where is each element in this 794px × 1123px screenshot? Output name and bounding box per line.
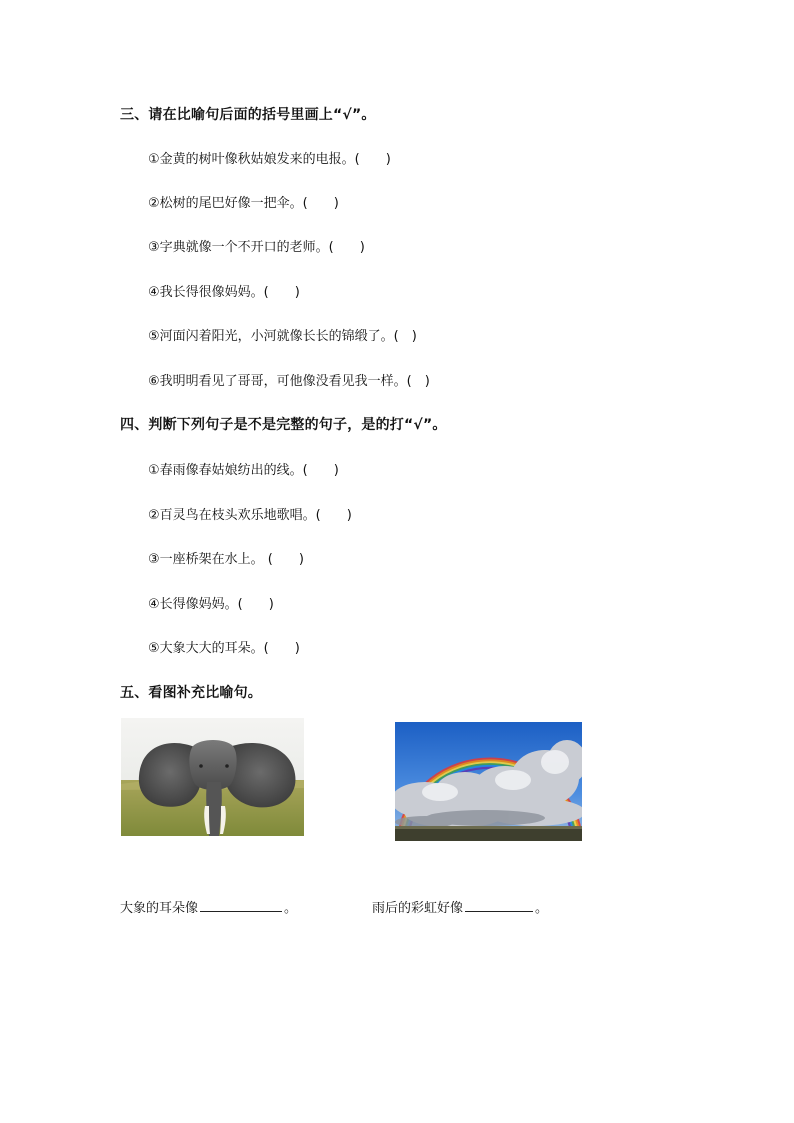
elephant-image: [121, 718, 304, 836]
section3-item-4: ④我长得很像妈妈。( ): [148, 285, 300, 300]
elephant-prompt-end: 。: [284, 901, 298, 916]
section3-item-3: ③字典就像一个不开口的老师。( ): [148, 240, 365, 255]
elephant-answer-blank[interactable]: [200, 899, 282, 912]
rainbow-prompt-text: 雨后的彩虹好像: [372, 901, 464, 916]
elephant-prompt: [120, 897, 297, 916]
section4-item-5: ⑤大象大大的耳朵。( ): [148, 641, 300, 656]
section4-item-2: ②百灵鸟在枝头欢乐地歌唱。( ): [148, 508, 352, 523]
section4-title: 四、判断下列句子是不是完整的句子，是的打“√”。: [120, 417, 447, 433]
section4-item-3: ③一座桥架在水上。 ( ): [148, 552, 304, 567]
section4-item-4: ④长得像妈妈。( ): [148, 597, 274, 612]
section3-title: 三、请在比喻句后面的括号里画上“√”。: [120, 107, 376, 123]
section3-item-6: ⑥我明明看见了哥哥，可他像没看见我一样。( ): [148, 374, 430, 389]
section3-item-2: ②松树的尾巴好像一把伞。( ): [148, 196, 339, 211]
elephant-prompt-text: 大象的耳朵像: [120, 901, 199, 916]
section4-item-1: ①春雨像春姑娘纺出的线。( ): [148, 463, 339, 478]
rainbow-prompt-end: 。: [535, 901, 549, 916]
rainbow-prompt: [372, 897, 548, 916]
rainbow-image: [395, 722, 582, 841]
rainbow-answer-blank[interactable]: [465, 899, 533, 912]
section3-item-5: ⑤河面闪着阳光，小河就像长长的锦缎了。( ): [148, 329, 417, 344]
section3-item-1: ①金黄的树叶像秋姑娘发来的电报。( ): [148, 152, 391, 167]
section5-title: 五、看图补充比喻句。: [120, 685, 262, 701]
